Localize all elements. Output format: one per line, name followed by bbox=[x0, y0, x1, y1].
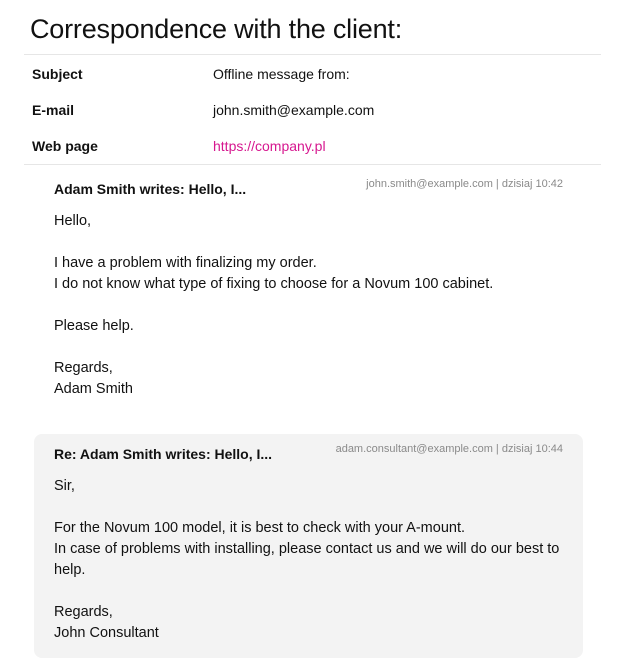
message-header bbox=[54, 443, 563, 470]
message-line: Please help. bbox=[54, 318, 134, 334]
message-paragraph bbox=[54, 476, 563, 497]
message-paragraph bbox=[54, 358, 563, 400]
web-page-label: Web page bbox=[32, 138, 98, 154]
message-line: Sir, bbox=[54, 478, 75, 494]
message-subject: Adam Smith writes: Hello, I... bbox=[54, 181, 247, 197]
message-line: Regards, bbox=[54, 604, 113, 620]
info-row-email bbox=[24, 92, 601, 128]
message-paragraph bbox=[54, 211, 563, 232]
message-header bbox=[54, 178, 563, 205]
message-line: Regards, bbox=[54, 360, 113, 376]
message-line: In case of problems with installing, please contact us and we will do our best to help. bbox=[54, 541, 560, 578]
message-paragraph bbox=[54, 253, 563, 295]
message-paragraph bbox=[54, 518, 563, 581]
consultant-reply bbox=[34, 434, 583, 658]
message-paragraph bbox=[54, 602, 563, 644]
message-line: I do not know what type of fixing to choose for a Novum 100 cabinet. bbox=[54, 276, 494, 292]
message-body bbox=[54, 476, 563, 644]
message-body bbox=[54, 211, 563, 400]
email-label: E-mail bbox=[32, 102, 75, 118]
message-subject: Re: Adam Smith writes: Hello, I... bbox=[54, 446, 273, 462]
subject-value: Offline message from: bbox=[213, 66, 350, 82]
subject-label: Subject bbox=[32, 66, 83, 82]
message-paragraph bbox=[54, 316, 563, 337]
web-page-value bbox=[213, 138, 326, 154]
message-meta: john.smith@example.com | dzisiaj 10:42 bbox=[366, 178, 563, 190]
client-message bbox=[34, 169, 583, 414]
message-meta: adam.consultant@example.com | dzisiaj 10:44 bbox=[335, 443, 563, 455]
info-row-web-page bbox=[24, 128, 601, 164]
message-line: I have a problem with finalizing my order. bbox=[54, 255, 317, 271]
message-line: John Consultant bbox=[54, 625, 159, 641]
client-info-table bbox=[24, 54, 601, 165]
message-line: For the Novum 100 model, it is best to check with your A-mount. bbox=[54, 520, 466, 536]
email-value: john.smith@example.com bbox=[213, 102, 375, 118]
web-page-link[interactable]: https://company.pl bbox=[213, 138, 326, 154]
message-line: Adam Smith bbox=[54, 381, 133, 397]
info-row-subject bbox=[24, 56, 601, 92]
page-title: Correspondence with the client: bbox=[30, 14, 403, 44]
message-line: Hello, bbox=[54, 213, 92, 229]
